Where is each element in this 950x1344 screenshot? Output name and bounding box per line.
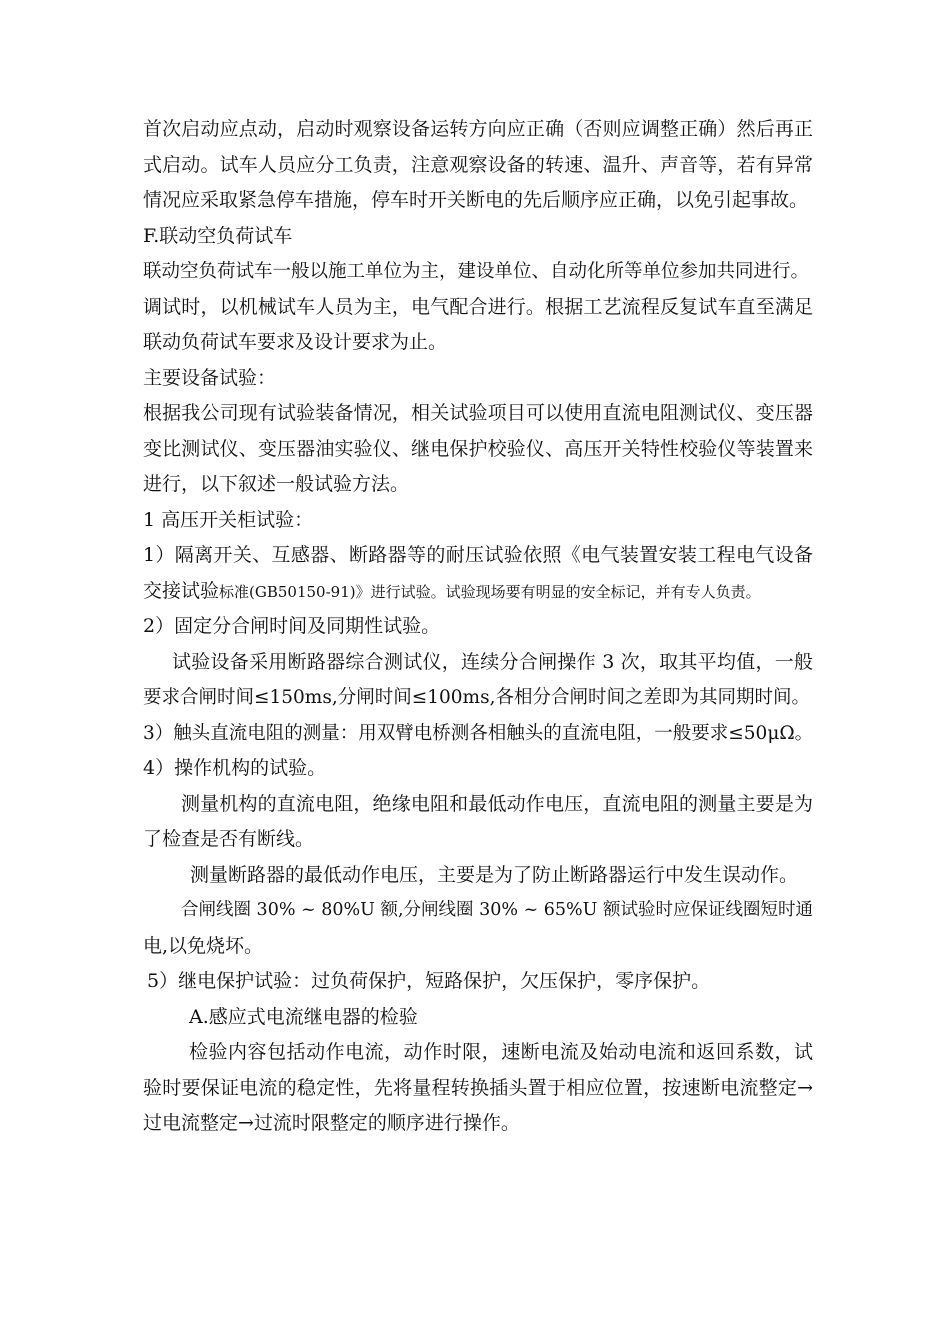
- section-heading: F.联动空负荷试车: [143, 224, 293, 247]
- paragraph-line: 合闸线圈 30% ~ 80%U 额,分闸线圈 30% ~ 65%U 额试验时应保证线圈短时通: [181, 900, 813, 920]
- paragraph-line: 验时要保证电流的稳定性，先将量程转换插头置于相应位置，按速断电流整定→: [143, 1076, 813, 1099]
- paragraph-line: [143, 574, 813, 610]
- paragraph-line: 变比测试仪、变压器油实验仪、继电保护校验仪、高压开关特性校验仪等装置来: [143, 437, 813, 460]
- section-heading: 1 高压开关柜试验：: [143, 508, 314, 531]
- document-body: [143, 112, 813, 1142]
- paragraph-line: 进行，以下叙述一般试验方法。: [143, 473, 410, 495]
- paragraph-line: 联动空负荷试车一般以施工单位为主，建设单位、自动化所等单位参加共同进行。: [143, 261, 810, 282]
- paragraph-line: 检验内容包括动作电流，动作时限，速断电流及始动电流和返回系数，试: [189, 1041, 813, 1063]
- paragraph-line: 过电流整定→过流时限整定的顺序进行操作。: [143, 1112, 520, 1134]
- paragraph-line: 首次启动应点动，启动时观察设备运转方向应正确（否则应调整正确）然后再正: [143, 118, 813, 140]
- paragraph-line: 试验设备采用断路器综合测试仪，连续分合闸操作 3 次，取其平均值，一般: [172, 650, 813, 673]
- paragraph-line: 情况应采取紧急停车措施，停车时开关断电的先后顺序应正确，以免引起事故。: [143, 189, 809, 211]
- paragraph-line: 5）继电保护试验：过负荷保护，短路保护，欠压保护，零序保护。: [147, 970, 711, 992]
- paragraph-line: 3）触头直流电阻的测量：用双臂电桥测各相触头的直流电阻，一般要求≤50μΩ。: [143, 722, 814, 744]
- paragraph-line: 4）操作机构的试验。: [143, 757, 327, 779]
- paragraph-text-small: 标准(GB50150-91)》进行试验。试验现场要有明显的安全标记，并有专人负责。: [219, 582, 761, 601]
- paragraph-line: 联动负荷试车要求及设计要求为止。: [143, 331, 448, 353]
- paragraph-line: 2）固定分合闸时间及同期性试验。: [143, 615, 441, 637]
- paragraph-line: 测量机构的直流电阻，绝缘电阻和最低动作电压，直流电阻的测量主要是为: [181, 792, 813, 815]
- subsection-heading: A.感应式电流继电器的检验: [189, 1005, 418, 1028]
- paragraph-line: 根据我公司现有试验装备情况，相关试验项目可以使用直流电阻测试仪、变压器: [143, 402, 813, 424]
- paragraph-line: 测量断路器的最低动作电压，主要是为了防止断路器运行中发生误动作。: [190, 863, 799, 886]
- paragraph-line: 了检查是否有断线。: [143, 828, 315, 850]
- paragraph-line: 要求合闸时间≤150ms,分闸时间≤100ms,各相分合闸时间之差即为其同期时间。: [143, 687, 810, 708]
- paragraph-line: 调试时，以机械试车人员为主，电气配合进行。根据工艺流程反复试车直至满足: [143, 295, 813, 318]
- paragraph-text: 交接试验: [143, 579, 220, 602]
- paragraph-line: 电,以免烧坏。: [143, 934, 264, 957]
- paragraph-line: 1）隔离开关、互感器、断路器等的耐压试验依照《电气装置安装工程电气设备: [143, 544, 813, 566]
- paragraph-line: 式启动。试车人员应分工负责，注意观察设备的转速、温升、声音等，若有异常: [143, 153, 813, 176]
- section-heading: 主要设备试验：: [143, 366, 277, 389]
